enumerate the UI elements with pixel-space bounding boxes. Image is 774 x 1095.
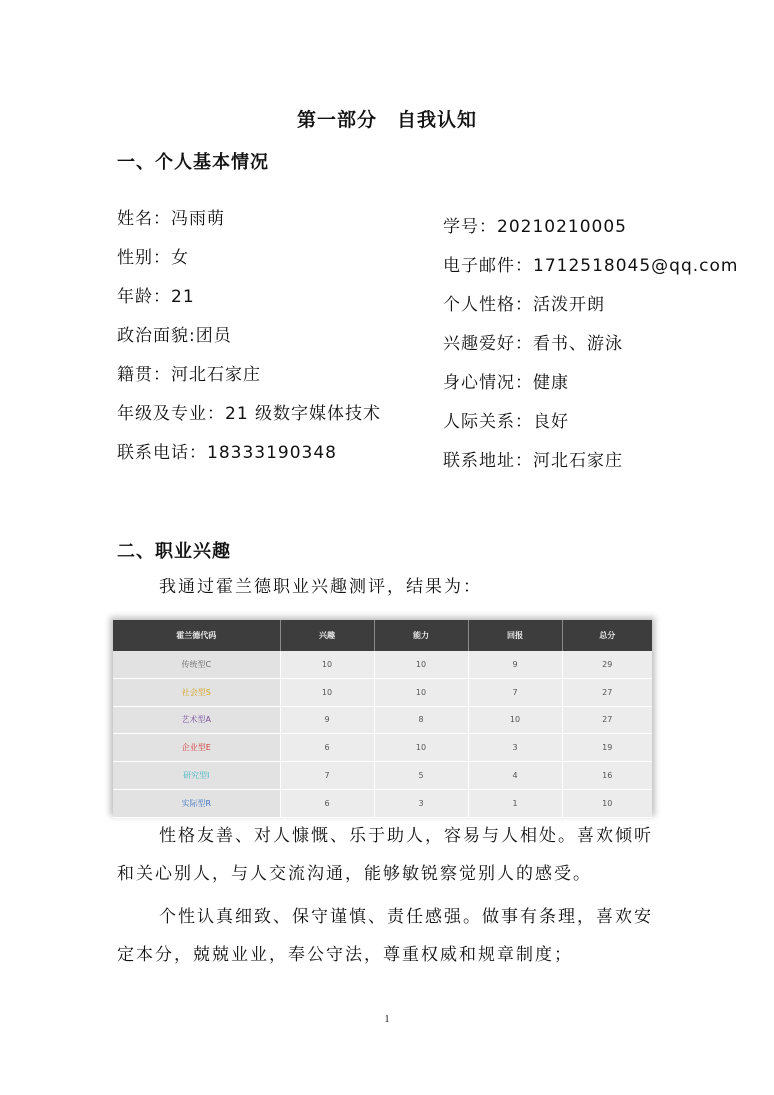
- total-cell: 10: [562, 789, 652, 817]
- info-health: 身心情况：健康: [443, 373, 569, 393]
- table-row: [113, 678, 652, 706]
- header-ability: 能力: [374, 620, 468, 651]
- info-age: 年龄：21: [117, 287, 195, 307]
- header-holland-code: 霍兰德代码: [113, 620, 280, 651]
- info-name: 姓名：冯雨萌: [117, 209, 225, 229]
- reward-cell: 1: [468, 789, 562, 817]
- personality-paragraph-2: 个性认真细致、保守谨慎、责任感强。做事有条理，喜欢安定本分，兢兢业业，奉公守法，尊重权威和规章制度；: [117, 907, 653, 965]
- total-cell: 19: [562, 734, 652, 762]
- total-cell: 29: [562, 651, 652, 678]
- section-heading-basic-info: 一、个人基本情况: [117, 152, 269, 173]
- table-header-row: [113, 620, 652, 651]
- interest-cell: 10: [280, 678, 374, 706]
- ability-cell: 8: [374, 706, 468, 734]
- interest-cell: 6: [280, 734, 374, 762]
- ability-cell: 3: [374, 789, 468, 817]
- page-number: 1: [384, 1014, 390, 1025]
- info-relationships: 人际关系：良好: [443, 412, 569, 432]
- info-phone: 联系电话：18333190348: [117, 443, 337, 463]
- interest-cell: 7: [280, 762, 374, 790]
- table-row: [113, 706, 652, 734]
- interest-cell: 9: [280, 706, 374, 734]
- info-personality: 个人性格：活泼开朗: [443, 295, 605, 315]
- type-cell: 传统型C: [113, 651, 280, 678]
- interest-cell: 6: [280, 789, 374, 817]
- info-address: 联系地址：河北石家庄: [443, 451, 623, 471]
- reward-cell: 3: [468, 734, 562, 762]
- page-title: 第一部分 自我认知: [296, 109, 477, 131]
- reward-cell: 10: [468, 706, 562, 734]
- basic-info-left-column: [117, 208, 381, 481]
- ability-cell: 10: [374, 678, 468, 706]
- interest-cell: 10: [280, 651, 374, 678]
- type-cell: 社会型S: [113, 678, 280, 706]
- type-cell: 实际型R: [113, 789, 280, 817]
- table-row: [113, 762, 652, 790]
- total-cell: 27: [562, 678, 652, 706]
- type-cell: 企业型E: [113, 734, 280, 762]
- info-political-status: 政治面貌:团员: [117, 326, 232, 346]
- table-row: [113, 734, 652, 762]
- table-row: [113, 789, 652, 817]
- info-email: 电子邮件：1712518045@qq.com: [443, 256, 739, 276]
- total-cell: 27: [562, 706, 652, 734]
- reward-cell: 4: [468, 762, 562, 790]
- header-reward: 回报: [468, 620, 562, 651]
- ability-cell: 5: [374, 762, 468, 790]
- basic-info-right-column: [443, 216, 738, 489]
- ability-cell: 10: [374, 734, 468, 762]
- header-total: 总分: [562, 620, 652, 651]
- info-student-id: 学号：20210210005: [443, 217, 627, 237]
- personality-paragraph-1: 性格友善、对人慷慨、乐于助人，容易与人相处。喜欢倾听和关心别人，与人交流沟通，能够敏锐察觉别人的感受。: [117, 826, 653, 884]
- info-grade-major: 年级及专业：21 级数字媒体技术: [117, 404, 382, 424]
- ability-cell: 10: [374, 651, 468, 678]
- table-row: [113, 651, 652, 678]
- type-cell: 研究型I: [113, 762, 280, 790]
- holland-result-table: [113, 620, 652, 813]
- info-hometown: 籍贯：河北石家庄: [117, 365, 261, 385]
- header-interest: 兴趣: [280, 620, 374, 651]
- total-cell: 16: [562, 762, 652, 790]
- type-cell: 艺术型A: [113, 706, 280, 734]
- section-heading-career-interest: 二、职业兴趣: [117, 541, 231, 562]
- reward-cell: 7: [468, 678, 562, 706]
- reward-cell: 9: [468, 651, 562, 678]
- info-hobbies: 兴趣爱好：看书、游泳: [443, 334, 623, 354]
- info-gender: 性别：女: [117, 248, 189, 268]
- career-intro-text: 我通过霍兰德职业兴趣测评，结果为：: [159, 577, 482, 597]
